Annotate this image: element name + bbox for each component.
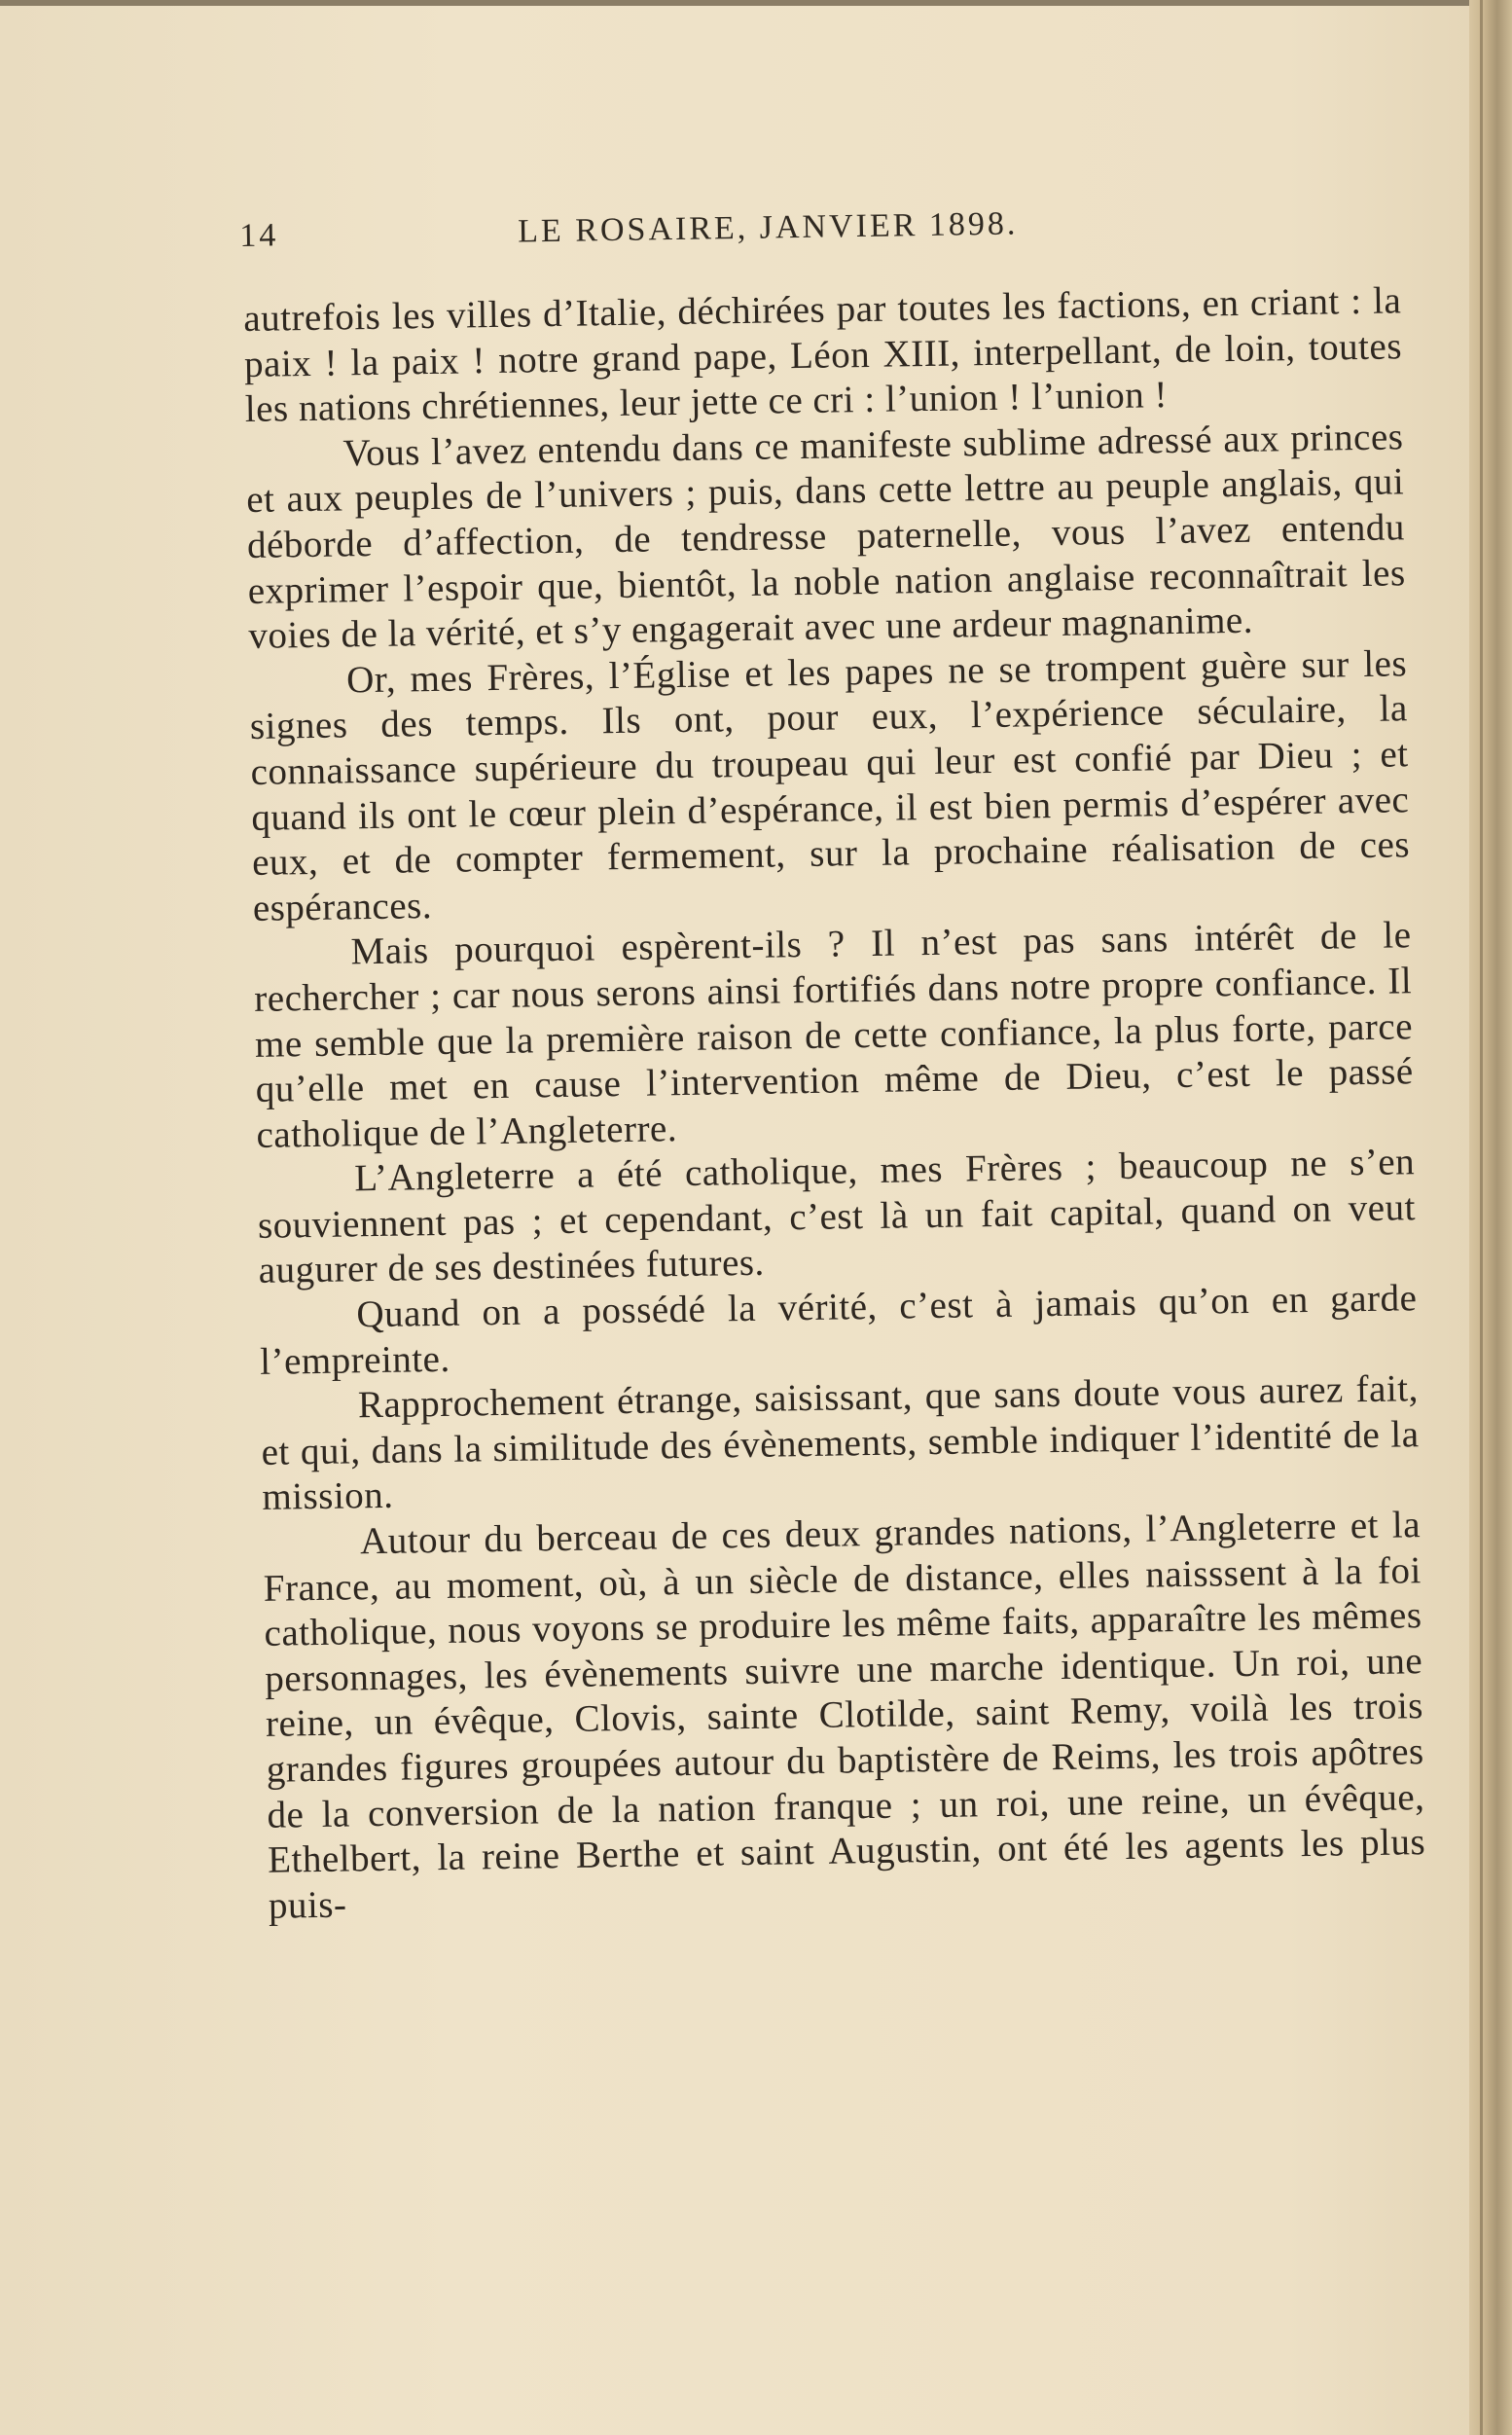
paragraph: Or, mes Frères, l’Église et les papes ne se trompent guère sur les signes des temps. Ils ont, pour eux, l’expérience séculaire, la connaissance supérieure du troupeau qui leur est confié par Dieu ; et quand ils ont le cœur plein d’espérance, il est bien permis d’espérer avec eux, et de compter fermement, sur la prochaine réalisation de ces espérances.: [249, 642, 1411, 929]
paragraph: L’Angleterre a été catholique, mes Frères ; beaucoup ne s’en souviennent pas ; et cependant, c’est là un fait capital, quand on veut augurer de ses destinées futures.: [257, 1141, 1417, 1292]
paragraph: Mais pourquoi espèrent-ils ? Il n’est pas sans intérêt de le rechercher ; car nous serons ainsi fortifiés dans notre propre confiance. Il me semble que la première raison de cette confiance, la plus forte, parce qu’elle met en cause l’intervention même de Dieu, c’est le passé catholique de l’Angleterre.: [253, 914, 1414, 1156]
running-head: [239, 204, 1087, 267]
page-number: 14: [239, 217, 279, 254]
paragraph: Quand on a possédé la vérité, c’est à jamais qu’on en garde l’empreinte.: [259, 1277, 1418, 1383]
paragraph: Rapprochement étrange, saisissant, que sans doute vous aurez fait, et qui, dans la similitude des évènements, semble indiquer l’identité de la mission.: [261, 1367, 1420, 1519]
page-binding-line: [1480, 0, 1483, 2435]
page-top-edge: [0, 0, 1469, 6]
paragraph: Vous l’avez entendu dans ce manifeste sublime adressé aux princes et aux peuples de l’univers ; puis, dans cette lettre au peuple anglais, qui déborde d’affection, de tendresse paternelle, vous l’avez entendu exprimer l’espoir que, bientôt, la noble nation anglaise reconnaîtrait les voies de la vérité, et s’y engagerait avec une ardeur magnanime.: [245, 416, 1406, 658]
paragraph-continued: autrefois les villes d’Italie, déchirées par toutes les factions, en criant : la paix ! la paix ! notre grand pape, Léon XIII, interpellant, de loin, toutes les nations chrétiennes, leur jette ce cri : l’union ! l’union !: [243, 279, 1403, 431]
paragraph: Autour du berceau de ces deux grandes nations, l’Angleterre et la France, au moment, où, à un siècle de distance, elles naisssent à la foi catholique, nous voyons se produire les même faits, apparaître les mêmes personnages, les évènements suivre une marche identique. Un roi, une reine, un évêque, Clovis, sainte Clotilde, saint Remy, voilà les trois grandes figures groupées autour du baptistère de Reims, les trois apôtres de la conversion de la nation franque ; un roi, une reine, un évêque, Ethelbert, la reine Berthe et saint Augustin, ont été les agents les plus puis-: [263, 1504, 1426, 1927]
page-binding-edge: [1469, 0, 1512, 2435]
running-title: LE ROSAIRE, JANVIER 1898.: [517, 205, 1019, 250]
body-text: [243, 278, 1426, 1929]
